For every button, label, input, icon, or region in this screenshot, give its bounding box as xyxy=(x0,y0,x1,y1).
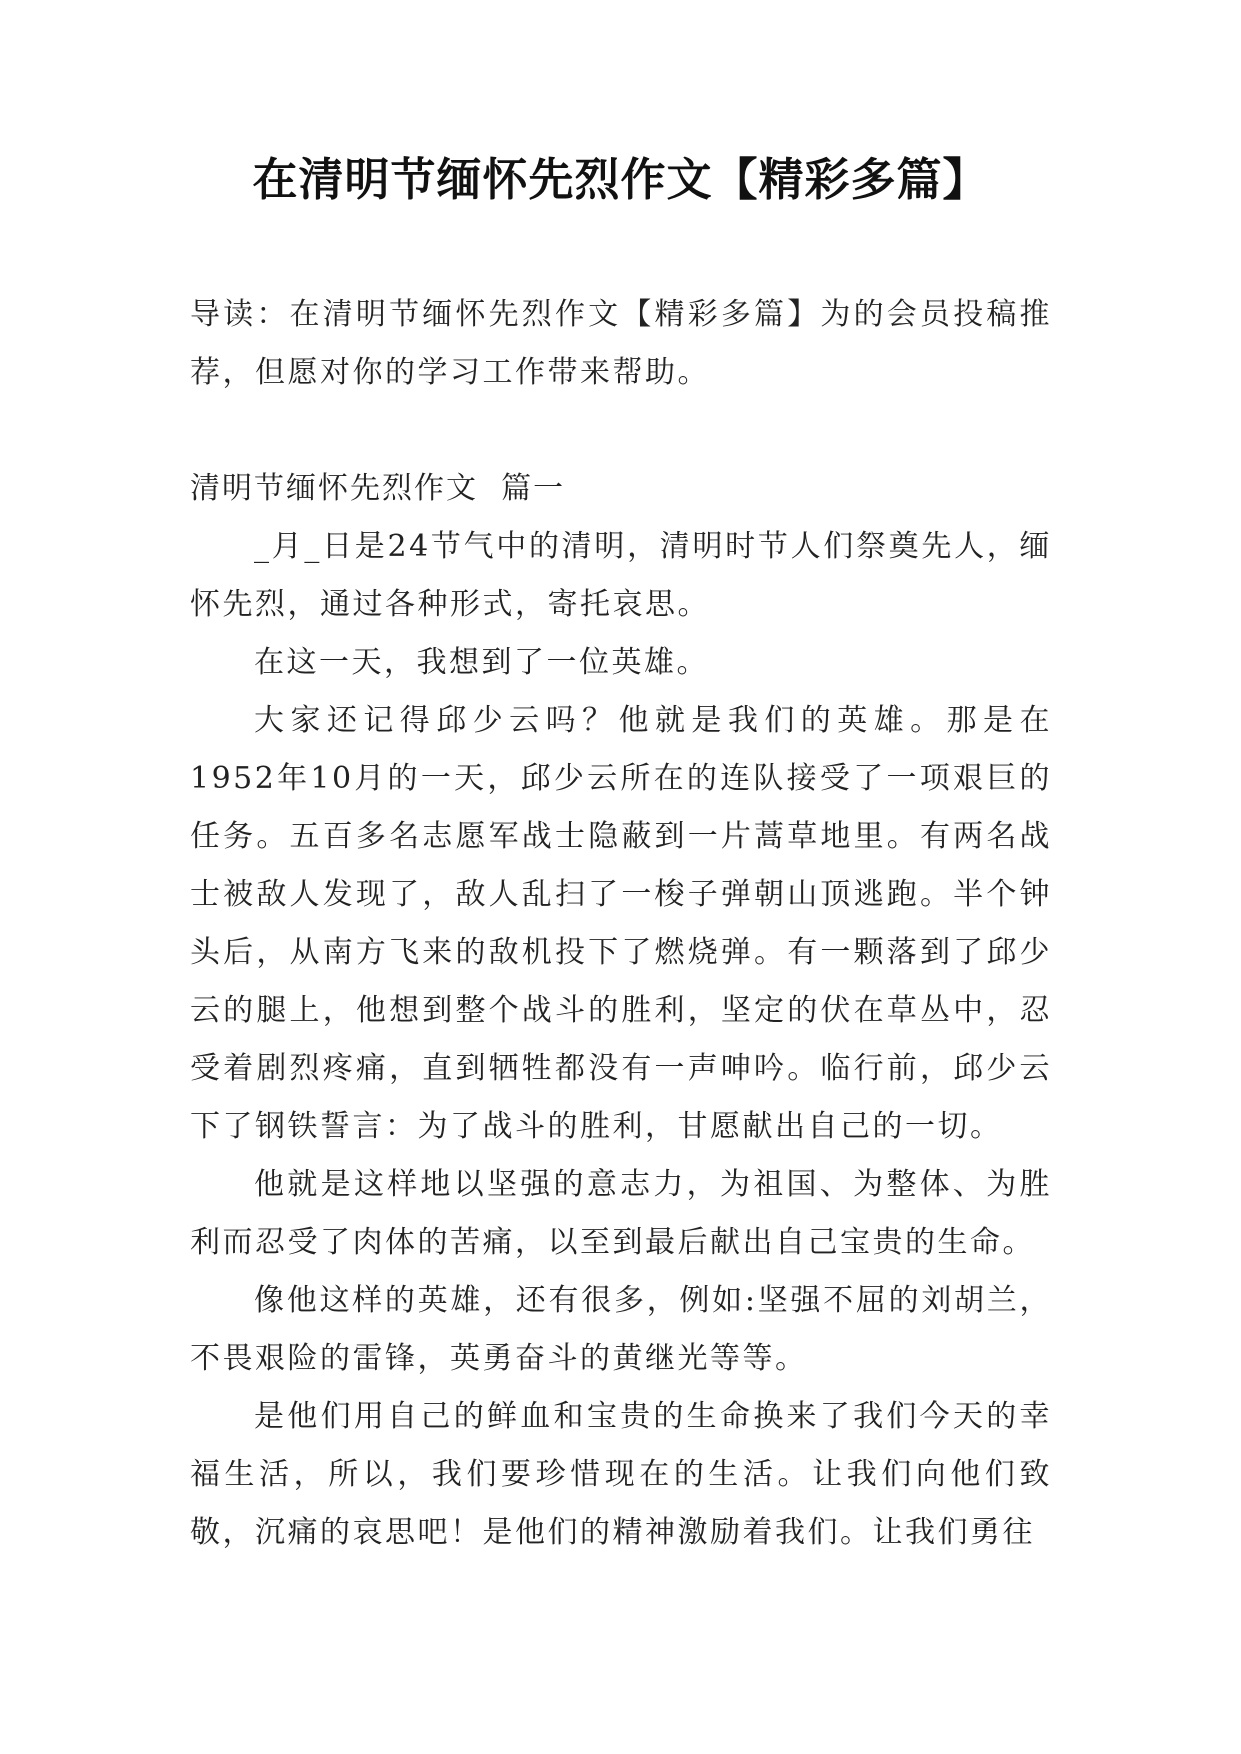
paragraph: 大家还记得邱少云吗？他就是我们的英雄。那是在1952年10月的一天，邱少云所在的连队接受了一项艰巨的任务。五百多名志愿军战士隐蔽到一片蒿草地里。有两名战士被敌人发现了，敌人乱扫了一梭子弹朝山顶逃跑。半个钟头后，从南方飞来的敌机投下了燃烧弹。有一颗落到了邱少云的腿上，他想到整个战斗的胜利，坚定的伏在草丛中，忍受着剧烈疼痛，直到牺牲都没有一声呻吟。临行前，邱少云下了钢铁誓言：为了战斗的胜利，甘愿献出自己的一切。 xyxy=(190,703,1052,1144)
paragraph: 在这一天，我想到了一位英雄。 xyxy=(254,645,709,680)
intro-paragraph: 导读：在清明节缅怀先烈作文【精彩多篇】为的会员投稿推荐，但愿对你的学习工作带来帮助。 xyxy=(190,297,1052,390)
paragraph: 他就是这样地以坚强的意志力，为祖国、为整体、为胜利而忍受了肉体的苦痛，以至到最后献出自己宝贵的生命。 xyxy=(190,1167,1052,1260)
document-title: 在清明节缅怀先烈作文【精彩多篇】 xyxy=(252,153,989,206)
paragraph: _月_日是24节气中的清明，清明时节人们祭奠先人，缅怀先烈，通过各种形式，寄托哀思。 xyxy=(190,529,1052,622)
article-body xyxy=(190,518,1052,1562)
section-heading: 清明节缅怀先烈作文 篇一 xyxy=(190,471,566,506)
paragraph: 像他这样的英雄，还有很多，例如:坚强不屈的刘胡兰，不畏艰险的雷锋，英勇奋斗的黄继光等等。 xyxy=(190,1283,1052,1376)
paragraph: 是他们用自己的鲜血和宝贵的生命换来了我们今天的幸福生活，所以，我们要珍惜现在的生活。让我们向他们致敬，沉痛的哀思吧！是他们的精神激励着我们。让我们勇往 xyxy=(190,1399,1052,1550)
